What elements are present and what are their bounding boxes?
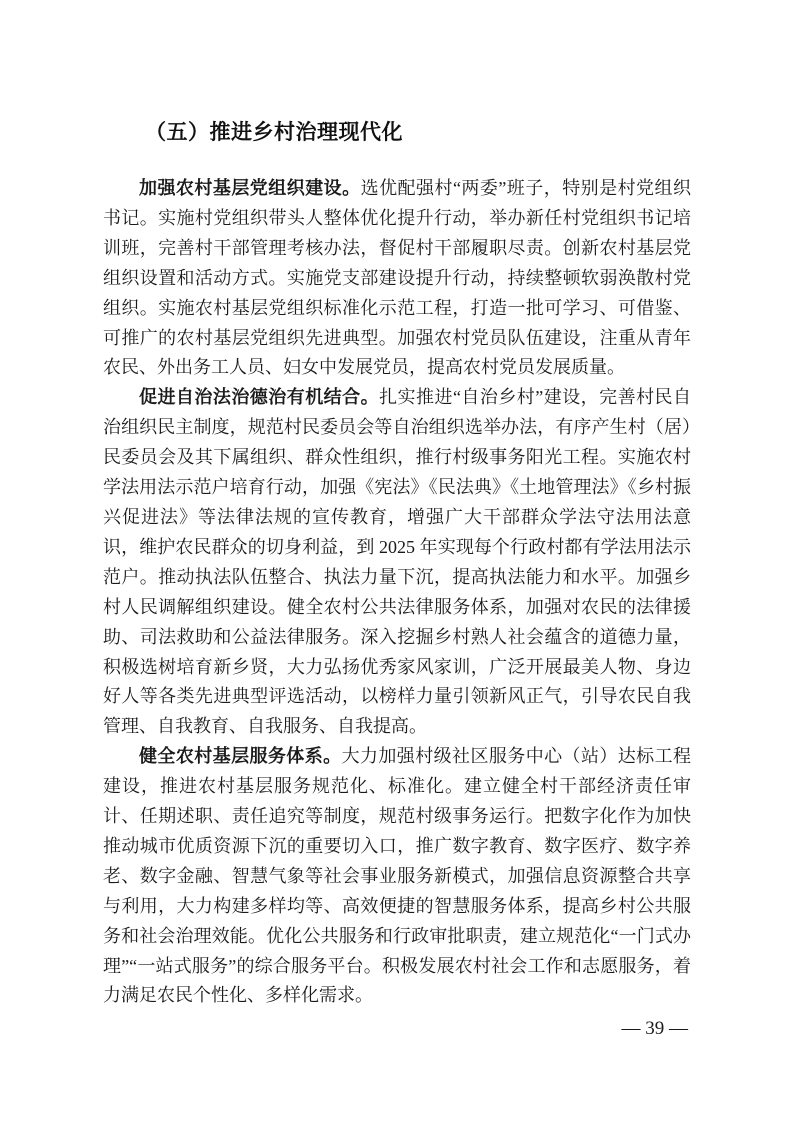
paragraph-party-organization	[103, 174, 691, 383]
paragraph-service-system	[103, 742, 691, 1011]
paragraph-text: 扎实推进“自治乡村”建设，完善村民自治组织民主制度，规范村民委员会等自治组织选举办法，有序产生村（居）民委员会及其下属组织、群众性组织，推行村级事务阳光工程。实施农村学法用法示范户培育行动，加强《宪法》《民法典》《土地管理法》《乡村振兴促进法》等法律法规的宣传教育，增强广大干部群众学法守法用法意识，维护农民群众的切身利益，到 2025 年实现每个行政村都有学法用法示范户。推动执法队伍整合、执法力量下沉，提高执法能力和水平。加强乡村人民调解组织建设。健全农村公共法律服务体系，加强对农民的法律援助、司法救助和公益法律服务。深入挖掘乡村熟人社会蕴含的道德力量，积极选树培育新乡贤，大力弘扬优秀家风家训，广泛开展最美人物、身边好人等各类先进典型评选活动，以榜样力量引领新风正气，引导农民自我管理、自我教育、自我服务、自我提高。	[103, 387, 691, 737]
paragraph-lead: 加强农村基层党组织建设。	[139, 178, 361, 198]
paragraph-text: 大力加强村级社区服务中心（站）达标工程建设，推进农村基层服务规范化、标准化。建立健全村干部经济责任审计、任期述职、责任追究等制度，规范村级事务运行。把数字化作为加快推动城市优质资源下沉的重要切入口，推广数字教育、数字医疗、数字养老、数字金融、智慧气象等社会事业服务新模式，加强信息资源整合共享与利用，大力构建多样均等、高效便捷的智慧服务体系，提高乡村公共服务和社会治理效能。优化公共服务和行政审批职责，建立规范化“一门式办理”“一站式服务”的综合服务平台。积极发展农村社会工作和志愿服务，着力满足农民个性化、多样化需求。	[103, 746, 692, 1006]
paragraph-text: 选优配强村“两委”班子，特别是村党组织书记。实施村党组织带头人整体优化提升行动，举办新任村党组织书记培训班，完善村干部管理考核办法，督促村干部履职尽责。创新农村基层党组织设置和活动方式。实施党支部建设提升行动，持续整顿软弱涣散村党组织。实施农村基层党组织标准化示范工程，打造一批可学习、可借鉴、可推广的农村基层党组织先进典型。加强农村党员队伍建设，注重从青年农民、外出务工人员、妇女中发展党员，提高农村党员发展质量。	[103, 178, 691, 378]
document-body	[103, 118, 691, 1011]
section-heading: （五）推进乡村治理现代化	[145, 121, 403, 144]
paragraph-lead: 促进自治法治德治有机结合。	[139, 387, 380, 408]
page-number: — 39 —	[621, 1018, 688, 1039]
paragraph-lead: 健全农村基层服务体系。	[139, 746, 342, 767]
paragraph-governance-combination	[103, 383, 691, 742]
